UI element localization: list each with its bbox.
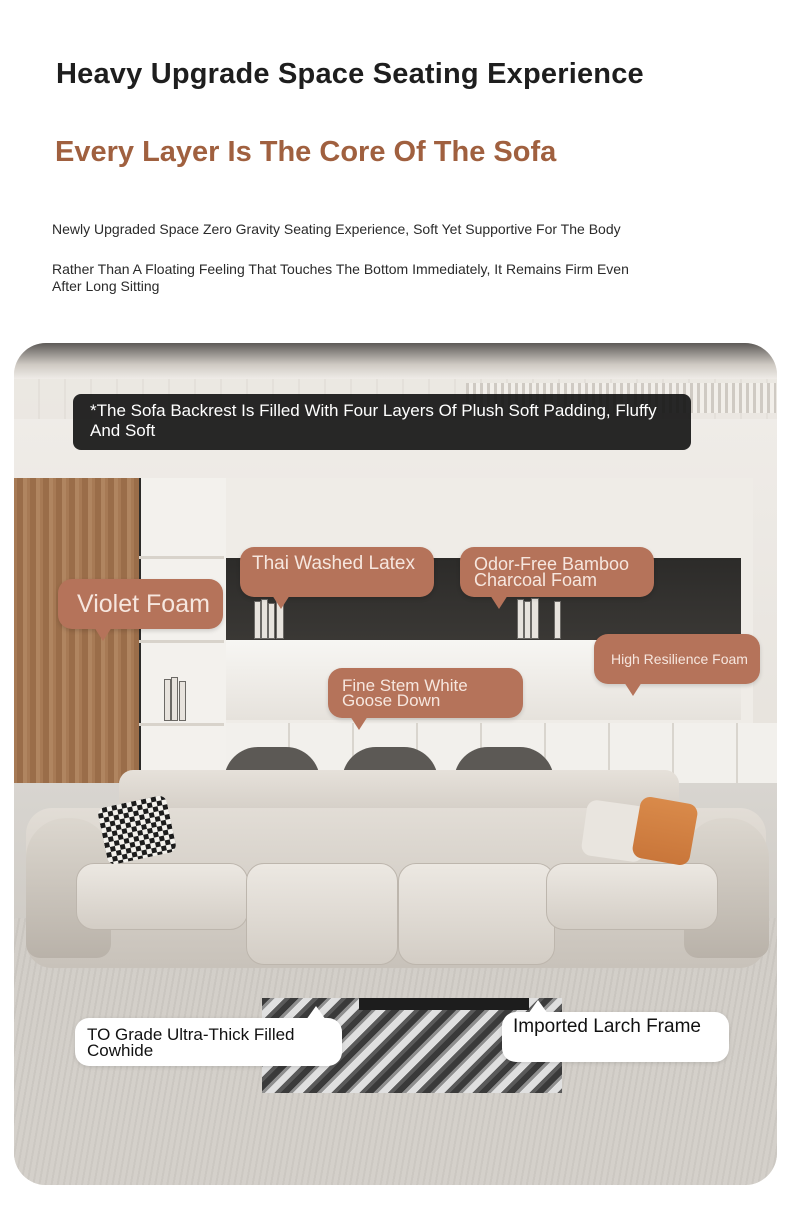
subheadline: Every Layer Is The Core Of The Sofa: [55, 136, 557, 168]
callout-bamboo-foam: Odor-Free Bamboo Charcoal Foam: [460, 547, 654, 597]
callout-violet-foam: Violet Foam: [58, 579, 223, 629]
sofa-seat: [246, 863, 398, 965]
ceiling: [14, 343, 777, 379]
sofa-seat: [76, 863, 248, 930]
book: [524, 601, 531, 639]
tray: [359, 998, 529, 1010]
shelf-board: [139, 556, 224, 559]
callout-thai-latex: Thai Washed Latex: [240, 547, 434, 597]
book: [179, 681, 186, 721]
description-line-2: Rather Than A Floating Feeling That Touches The Bottom Immediately, It Remains Firm Even After Long Sitting: [52, 261, 629, 294]
sofa-seat: [546, 863, 718, 930]
shelf-board: [139, 640, 224, 643]
backrest-note: *The Sofa Backrest Is Filled With Four Layers Of Plush Soft Padding, Fluffy And Soft: [73, 394, 691, 450]
shelf-board: [139, 723, 224, 726]
book: [531, 598, 539, 639]
callout-larch-frame: Imported Larch Frame: [502, 1012, 729, 1062]
callout-goose-down: Fine Stem White Goose Down: [328, 668, 523, 718]
callout-high-resilience-foam: High Resilience Foam: [594, 634, 760, 684]
book: [261, 599, 268, 639]
callout-cowhide: TO Grade Ultra-Thick Filled Cowhide: [75, 1018, 342, 1066]
sofa-seat: [398, 863, 555, 965]
sofa-photo: [14, 343, 777, 1185]
headline: Heavy Upgrade Space Seating Experience: [56, 58, 644, 90]
book: [164, 679, 171, 721]
book: [254, 601, 261, 639]
description-line-1: Newly Upgraded Space Zero Gravity Seating Experience, Soft Yet Supportive For The Body: [52, 221, 621, 237]
book: [554, 601, 561, 639]
book: [517, 599, 524, 639]
book: [171, 677, 178, 721]
orange-pillow: [631, 795, 699, 866]
